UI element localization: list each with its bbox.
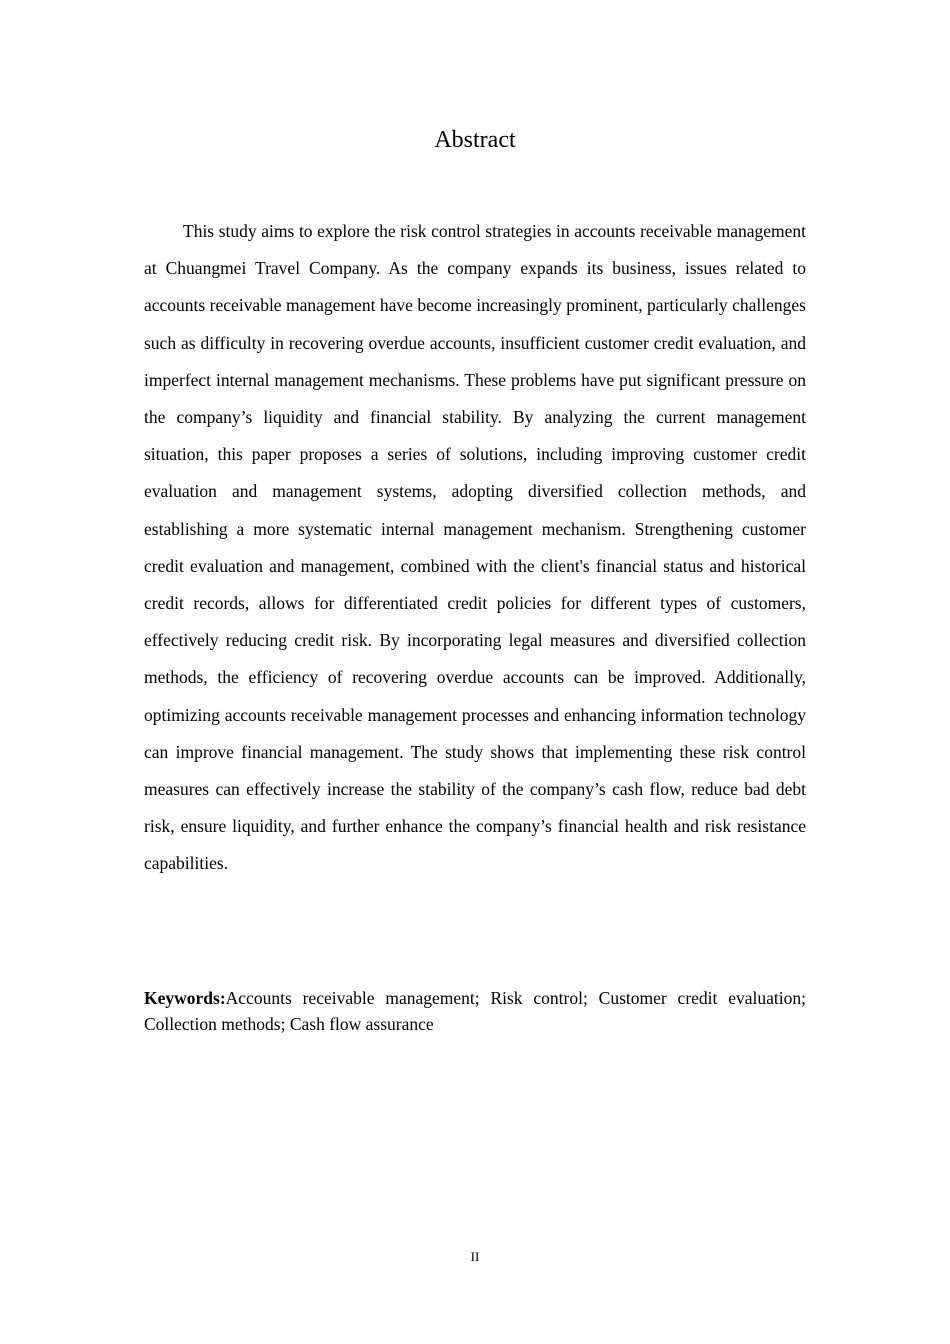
keywords-text: Accounts receivable management; Risk control; Customer credit evaluation; Collection methods; Cash flow assurance (144, 988, 806, 1034)
abstract-title: Abstract (434, 127, 516, 153)
page-number: II (470, 1249, 480, 1264)
abstract-body: This study aims to explore the risk control strategies in accounts receivable management at Chuangmei Travel Company. As the company expands its business, issues related to accounts receivable management have become increasingly prominent, particularly challenges such as difficulty in recovering overdue accounts, insufficient customer credit evaluation, and imperfect internal management mechanisms. These problems have put significant pressure on the company’s liquidity and financial stability. By analyzing the current management situation, this paper proposes a series of solutions, including improving customer credit evaluation and management systems, adopting diversified collection methods, and establishing a more systematic internal management mechanism. Strengthening customer credit evaluation and management, combined with the client's financial status and historical credit records, allows for differentiated credit policies for different types of customers, effectively reducing credit risk. By incorporating legal measures and diversified collection methods, the efficiency of recovering overdue accounts can be improved. Additionally, optimizing accounts receivable management processes and enhancing information technology can improve financial management. The study shows that implementing these risk control measures can effectively increase the stability of the company’s cash flow, reduce bad debt risk, ensure liquidity, and further enhance the company’s financial health and risk resistance capabilities. (144, 221, 806, 874)
keywords-label: Keywords: (144, 988, 226, 1008)
keywords-paragraph (144, 985, 806, 1037)
